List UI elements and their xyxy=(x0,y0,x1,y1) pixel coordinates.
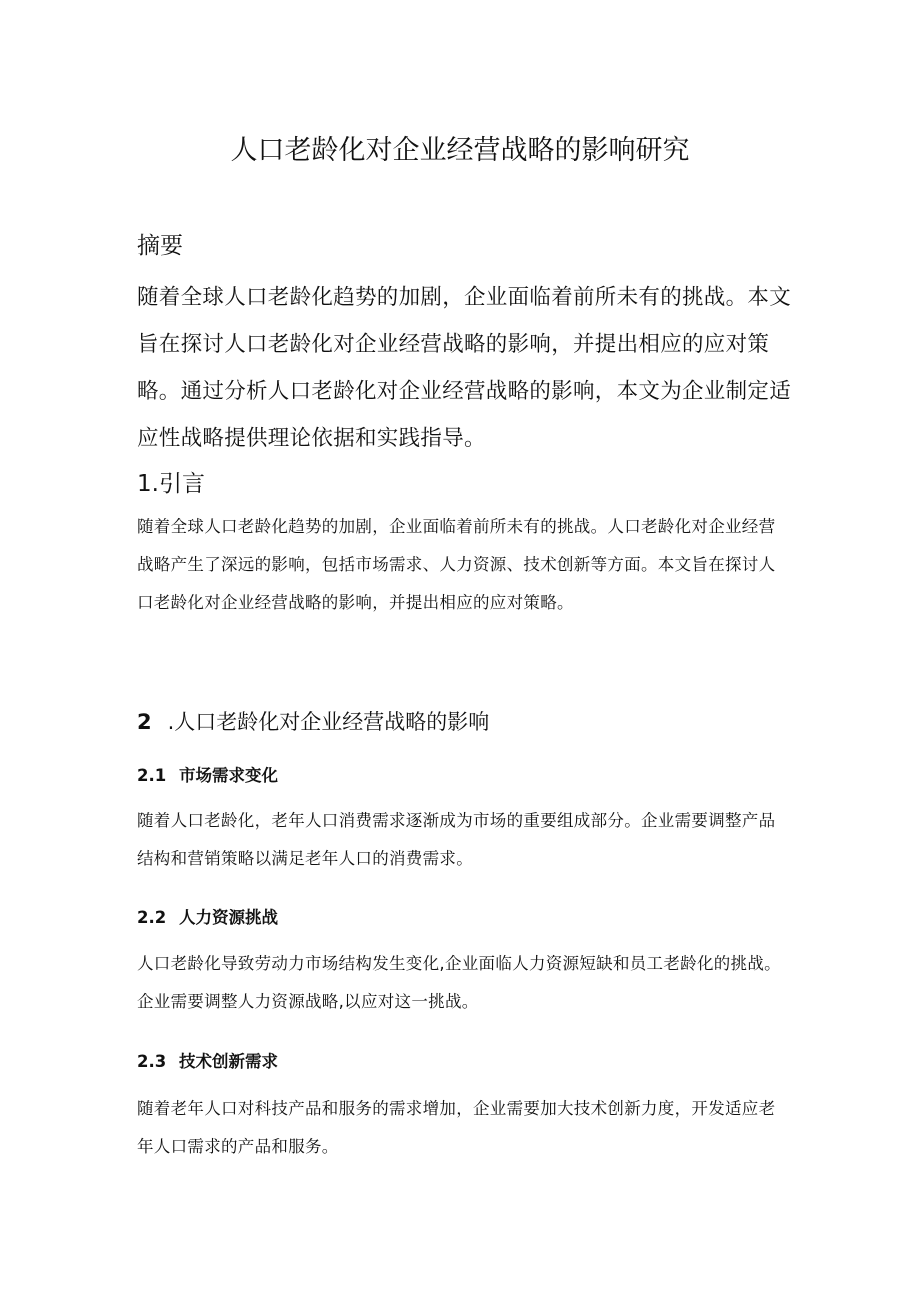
abstract-body: 随着全球人口老龄化趋势的加剧，企业面临着前所未有的挑战。本文旨在探讨人口老龄化对企业经营战略的影响，并提出相应的应对策略。通过分析人口老龄化对企业经营战略的影响，本文为企业制定适应性战略提供理论依据和实践指导。 xyxy=(137,285,792,451)
subsection-2-1-body: 随着人口老龄化，老年人口消费需求逐渐成为市场的重要组成部分。企业需要调整产品结构和营销策略以满足老年人口的消费需求。 xyxy=(137,811,776,868)
subsection-2-1-number: 2.1 xyxy=(137,766,167,785)
section-2-title: .人口老龄化对企业经营战略的影响 xyxy=(167,710,490,734)
subsection-2-2-number: 2.2 xyxy=(137,908,167,927)
subsection-2-3-number: 2.3 xyxy=(137,1052,167,1071)
section-1-heading: 1.引言 xyxy=(137,471,205,497)
subsection-2-2-heading xyxy=(137,904,278,928)
section-2-number: 2 xyxy=(137,710,152,734)
section-1-body: 随着全球人口老龄化趋势的加剧，企业面临着前所未有的挑战。人口老龄化对企业经营战略产生了深远的影响，包括市场需求、人力资源、技术创新等方面。本文旨在探讨人口老龄化对企业经营战略的影响，并提出相应的应对策略。 xyxy=(137,517,776,612)
subsection-2-3-title: 技术创新需求 xyxy=(179,1052,278,1071)
subsection-2-3-heading xyxy=(137,1048,278,1072)
subsection-2-2-body: 人口老龄化导致劳动力市场结构发生变化,企业面临人力资源短缺和员工老龄化的挑战。企业需要调整人力资源战略,以应对这一挑战。 xyxy=(137,954,781,1011)
document-title: 人口老龄化对企业经营战略的影响研究 xyxy=(230,135,690,166)
subsection-2-3-body: 随着老年人口对科技产品和服务的需求增加，企业需要加大技术创新力度，开发适应老年人口需求的产品和服务。 xyxy=(137,1099,776,1156)
subsection-2-1-title: 市场需求变化 xyxy=(179,766,278,785)
abstract-heading: 摘要 xyxy=(137,233,183,259)
subsection-2-2-title: 人力资源挑战 xyxy=(179,908,278,927)
section-2-heading xyxy=(137,706,489,736)
subsection-2-1-heading xyxy=(137,762,278,786)
